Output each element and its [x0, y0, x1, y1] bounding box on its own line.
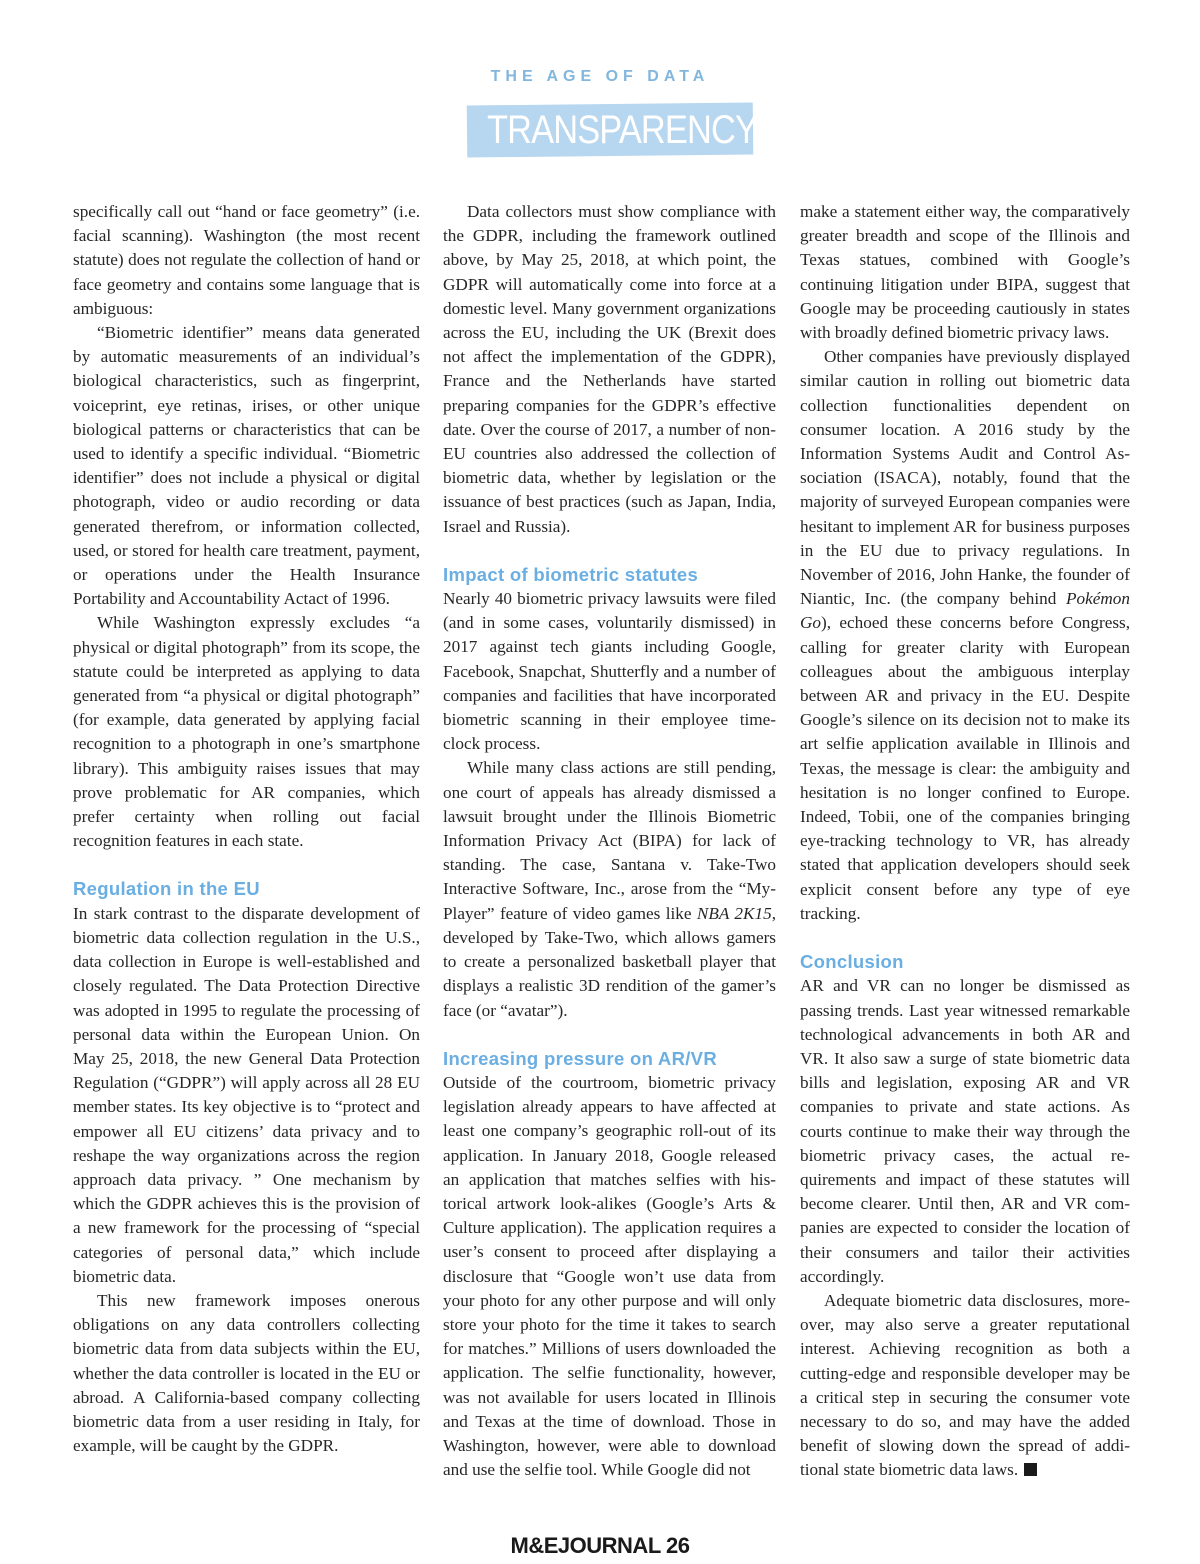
- column-2: [443, 200, 776, 1482]
- paragraph: [443, 756, 776, 1022]
- column-3: [800, 200, 1130, 1483]
- paragraph: [800, 345, 1130, 926]
- paragraph: Nearly 40 biometric privacy lawsuits were filed (and in some cases, voluntarily dismissed) in 2017 against tech giants including Google, Facebook, Snapchat, Shutterfly and a number of companies and facilities that have incorporated biometric scanning in their employee time-clock process.: [443, 589, 776, 754]
- heading-conclusion: Conclusion: [800, 951, 904, 973]
- paragraph: While Washington expressly excludes “a physical or digital photograph” from its scope, the statute could be interpreted as applying to data generated from “a physical or digital photograph” (for example, data generated by applying facial recognition to a photograph in one’s smartphone library). This ambiguity raises issues that may prove problematic for AR companies, which prefer certainty when rolling out facial recognition features in each state.: [73, 613, 420, 851]
- column-1: [73, 200, 420, 1458]
- paragraph: make a statement either way, the comparatively greater breadth and scope of the Illinois and Texas statues, combined with Google’s continuing litigation under BIPA, suggest that Google may be proceeding cautiously in states with broadly defined biometric privacy laws.: [800, 202, 1130, 343]
- heading-regulation-eu: Regulation in the EU: [73, 878, 260, 900]
- heading-impact-biometric-statutes: Impact of biometric statutes: [443, 563, 699, 585]
- paragraph-text: Adequate biometric data disclosures, moreover, may also serve a greater reputational interest. Achieving recognition as both a cutting-edge and responsible developer may be a critical step in securing the consumer vote necessary to do so, and may have the added benefit of slowing down the spread of additional state biometric data laws.: [800, 1290, 1130, 1480]
- paragraph: Outside of the courtroom, biometric privacy legislation already appears to have affected at least one company’s geographic roll-out of its application. In January 2018, Google released an application that matches selfies with historical artwork look-alikes (Google’s Arts & Culture application). The application requires a user’s consent to proceed after displaying a disclosure that “Google won’t use data from your photo for any other purpose and will only store your photo for the time it takes to search for matches.” Millions of users downloaded the application. The selfie functionality, however, was not available for users located in Illinois and Texas at the time of download. Those in Washington, however, were able to download and use the selfie tool. While Google did not: [443, 1072, 776, 1480]
- paragraph: This new framework imposes onerous obligations on any data controllers collecting biometric data from data subjects within the EU, whether the data controller is located in the EU or abroad. A California-based company collecting biometric data from a user residing in Italy, for example, will be caught by the GDPR.: [73, 1290, 420, 1456]
- game-title: NBA 2K15: [696, 903, 772, 923]
- heading-increasing-pressure: Increasing pressure on AR/VR: [443, 1047, 717, 1069]
- paragraph-text: ), echoed these concerns before Congress, calling for greater clarity with European colleagues about the ambiguous interplay between AR and privacy in the EU. Despite Google’s silence on its decision not to make its art selfie application available in Illinois and Texas, the message is clear: the ambiguity and hesitation is no longer confined to Europe. Indeed, Tobii, one of the companies bringing eye-tracking technology to VR, has already stated that application developers should seek explicit consent before any type of eye tracking.: [800, 613, 1130, 923]
- paragraph: Data collectors must show compliance with the GDPR, including the framework outlined above, by May 25, 2018, at which point, the GDPR will automatically come into force at a domestic level. Many government organizations across the EU, including the UK (Brexit does not affect the implementation of the GDPR), France and the Netherlands have started preparing companies for the GDPR’s effective date. Over the course of 2017, a number of non-EU countries also addressed the collection of biometric data, whether by legislation or the issuance of best practices (such as Japan, India, Israel and Russia).: [443, 202, 776, 536]
- paragraph-text: While many class actions are still pending, one court of appeals has already dismissed a lawsuit brought under the Illinois Biometric Information Privacy Act (BIPA) for lack of standing. The case, Santana v. Take-Two Interactive Software, Inc., arose from the “MyPlayer” feature of video games like: [443, 758, 776, 923]
- paragraph-text: Other companies have previously displayed similar caution in rolling out biometric data collection functionalities dependent on consumer location. A 2016 study by the Information Systems Audit and Control Association (ISACA), notably, found that the majority of surveyed European companies were hesitant to implement AR for business purposes in the EU due to privacy regulations. In November of 2016, John Hanke, the founder of Niantic, Inc. (the company behind: [800, 347, 1130, 609]
- paragraph: In stark contrast to the disparate development of biometric data collection regulation in the U.S., data collection in Europe is well-established and closely regulated. The Data Protection Directive was adopted in 1995 to regulate the processing of personal data within the European Union. On May 25, 2018, the new General Data Protection Regulation (“GDPR”) will apply across all 28 EU member states. Its key objective is to “protect and empower all EU citizens’ data privacy and to reshape the way organizations across the region approach data privacy. ” One mechanism by which the GDPR achieves this is the provision of a new framework for the processing of “special categories of personal data,” which include biometric data.: [73, 903, 420, 1286]
- end-mark-icon: [1024, 1463, 1037, 1476]
- quoted-definition: “Biometric identifier” means data generated by automatic measurements of an individual’s biological characteristics, such as fingerprint, voiceprint, eye retinas, irises, or other unique biological patterns or characteristics that can be used to identify a specific individual. “Biometric identifier” does not include a physical or digital photograph, video or audio recording or data generated therefrom, or information collected, used, or stored for health care treatment, payment, or operations under the Health Insurance Portability and Accountability Actact of 1996.: [73, 323, 420, 609]
- paragraph-text: , developed by Take-Two, which allows gamers to create a personalized basketball player that displays a realistic 3D rendition of the gamer’s face (or “avatar”).: [443, 903, 776, 1020]
- paragraph: AR and VR can no longer be dismissed as passing trends. Last year witnessed remarkable technological advancements in both AR and VR. It also saw a surge of state biometric data bills and legislation, exposing AR and VR companies to private and state actions. As courts continue to make their way through the biometric privacy cases, the actual requirements and impact of these statutes will become clearer. Until then, AR and VR companies are expected to consider the location of their consumers and tailor their activities accordingly.: [800, 976, 1130, 1286]
- section-banner-title: TRANSPARENCY: [487, 108, 758, 152]
- paragraph: [800, 1289, 1130, 1483]
- page-footer: M&EJOURNAL 26: [510, 1533, 690, 1558]
- paragraph: specifically call out “hand or face geometry” (i.e. facial scanning). Washington (the most recent statute) does not regulate the collection of hand or face geometry and contains some language that is ambiguous:: [73, 202, 420, 318]
- section-kicker: THE AGE OF DATA: [490, 68, 710, 85]
- game-title: Pokémon Go: [800, 589, 1130, 633]
